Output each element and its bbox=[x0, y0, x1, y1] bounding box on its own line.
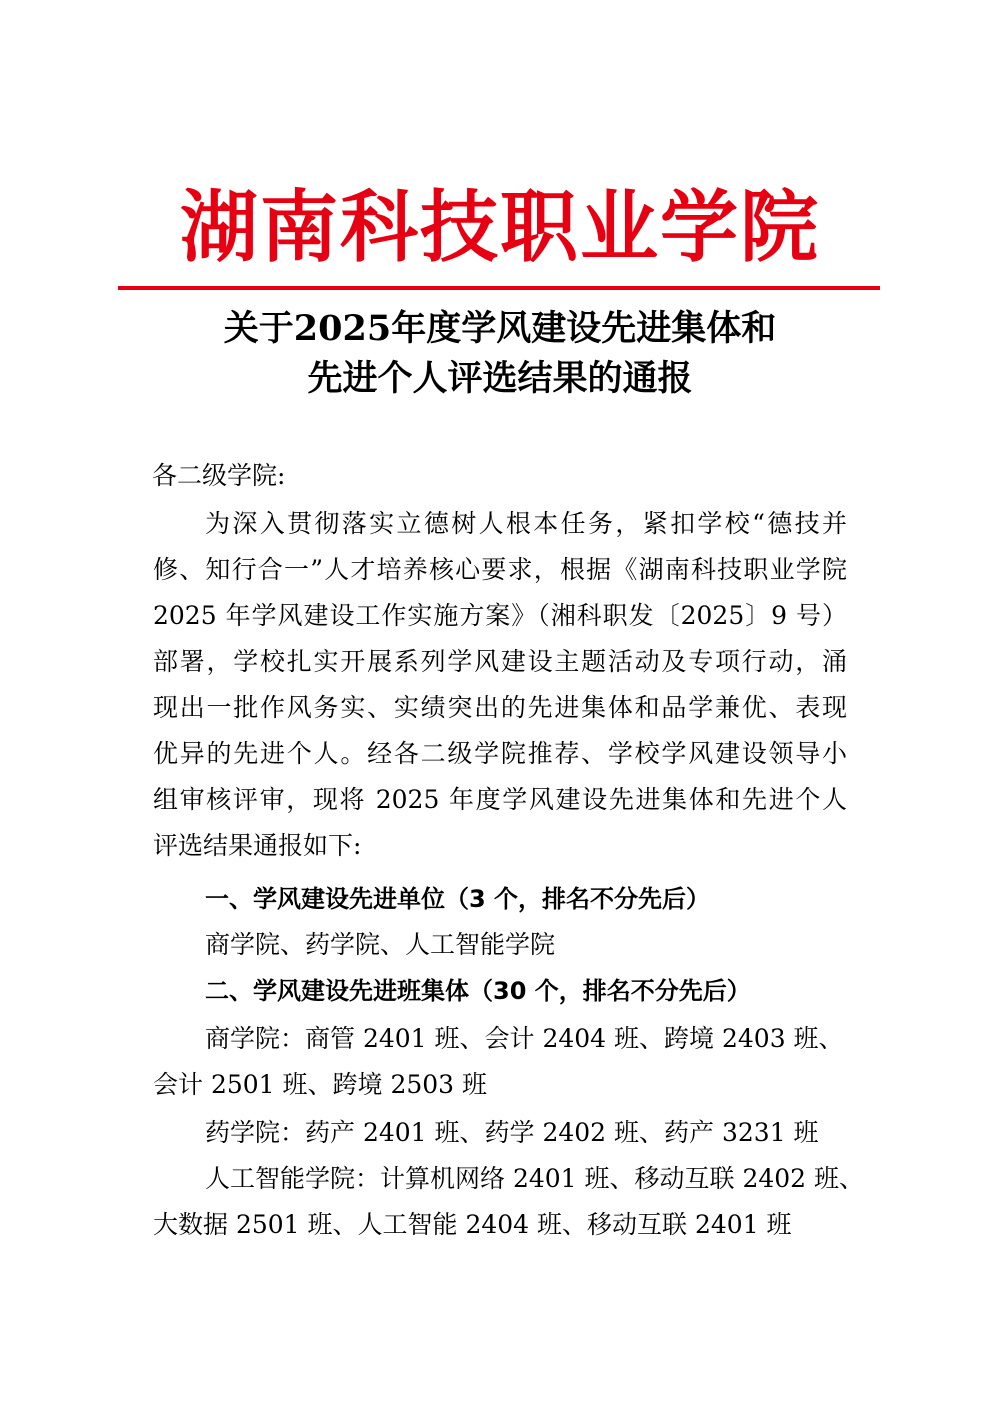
salutation: 各二级学院: bbox=[152, 461, 286, 490]
section-1-content: 商学院、药学院、人工智能学院 bbox=[205, 930, 556, 959]
red-divider-rule bbox=[118, 286, 880, 290]
intro-paragraph-line: 评选结果通报如下: bbox=[153, 831, 362, 860]
document-title-line-1: 关于2025年度学风建设先进集体和 bbox=[223, 308, 777, 349]
section-2-heading: 二、学风建设先进班集体（30 个，排名不分先后） bbox=[205, 977, 751, 1005]
intro-paragraph-line: 为深入贯彻落实立德树人根本任务，紧扣学校“德技并 bbox=[205, 509, 847, 538]
intro-paragraph-line: 部署，学校扎实开展系列学风建设主题活动及专项行动，涌 bbox=[153, 647, 847, 676]
ai-school-classes: 人工智能学院：计算机网络 2401 班、移动互联 2402 班、 bbox=[205, 1164, 865, 1193]
intro-paragraph-line: 现出一批作风务实、实绩突出的先进集体和品学兼优、表现 bbox=[153, 693, 847, 722]
document-title-line-2: 先进个人评选结果的通报 bbox=[307, 358, 693, 399]
commerce-school-classes: 商学院：商管 2401 班、会计 2404 班、跨境 2403 班、 bbox=[205, 1024, 844, 1053]
section-1-heading: 一、学风建设先进单位（3 个，排名不分先后） bbox=[205, 885, 711, 913]
pharmacy-school-classes: 药学院：药产 2401 班、药学 2402 班、药产 3231 班 bbox=[205, 1118, 819, 1147]
ai-school-classes-cont: 大数据 2501 班、人工智能 2404 班、移动互联 2401 班 bbox=[153, 1210, 792, 1239]
intro-paragraph-line: 组审核评审，现将 2025 年度学风建设先进集体和先进个人 bbox=[153, 785, 847, 814]
intro-paragraph-line: 修、知行合一”人才培养核心要求，根据《湖南科技职业学院 bbox=[153, 555, 847, 584]
institution-masthead: 湖南科技职业学院 bbox=[179, 183, 820, 273]
commerce-school-classes-cont: 会计 2501 班、跨境 2503 班 bbox=[153, 1070, 488, 1099]
intro-paragraph-line: 优异的先进个人。经各二级学院推荐、学校学风建设领导小 bbox=[153, 739, 847, 768]
intro-paragraph-line: 2025 年学风建设工作实施方案》（湘科职发〔2025〕9 号） bbox=[153, 601, 847, 630]
